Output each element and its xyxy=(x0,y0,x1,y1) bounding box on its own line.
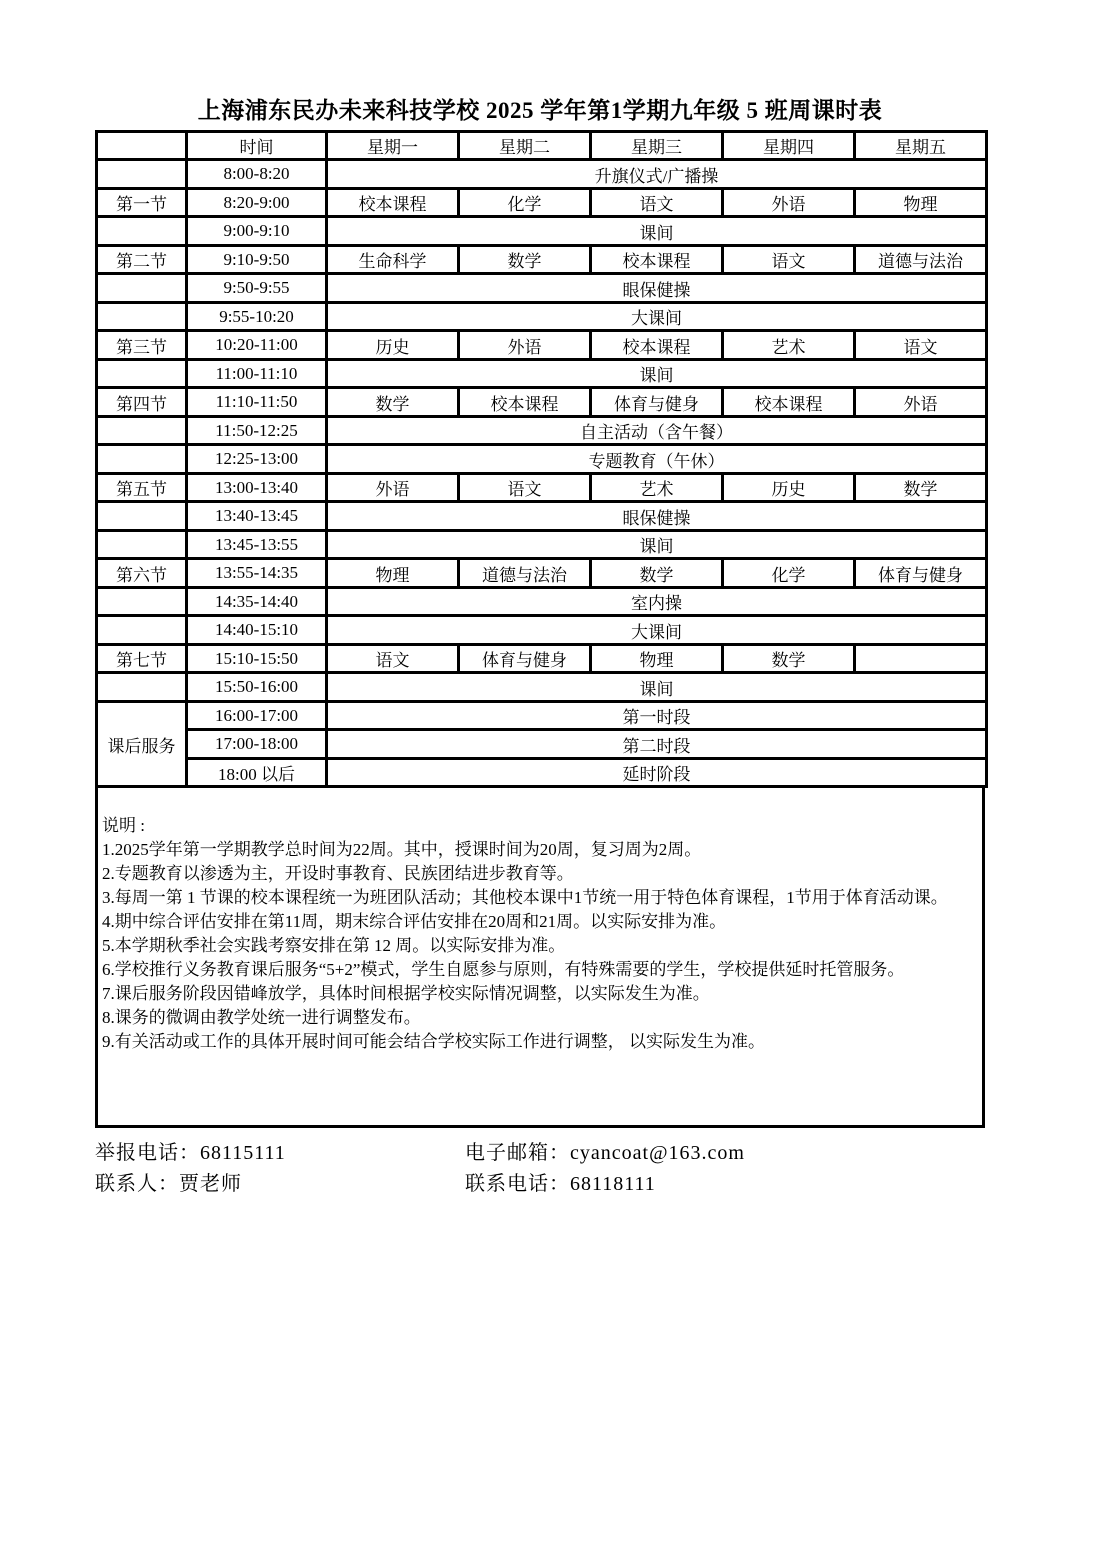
merged-activity-cell: 自主活动（含午餐） xyxy=(327,416,987,445)
subject-cell: 语文 xyxy=(591,188,723,217)
time-cell: 9:55-10:20 xyxy=(187,302,327,331)
note-item: 1.2025学年第一学期教学总时间为22周。其中，授课时间为20周，复习周为2周。 xyxy=(102,840,702,860)
section-label-cell: 第一节 xyxy=(97,188,187,217)
section-label-cell xyxy=(97,416,187,445)
merged-activity-cell: 大课间 xyxy=(327,616,987,645)
time-cell: 17:00-18:00 xyxy=(187,730,327,759)
merged-activity-cell: 课间 xyxy=(327,530,987,559)
page-title: 上海浦东民办未来科技学校 2025 学年第1学期九年级 5 班周课时表 xyxy=(197,98,883,123)
contact-phone: 联系电话：68118111 xyxy=(465,1173,656,1196)
time-cell: 14:40-15:10 xyxy=(187,616,327,645)
timetable-row xyxy=(97,473,987,502)
section-label-cell xyxy=(97,359,187,388)
merged-activity-cell: 课间 xyxy=(327,673,987,702)
subject-cell: 道德与法治 xyxy=(855,245,987,274)
subject-cell: 校本课程 xyxy=(723,388,855,417)
timetable-row xyxy=(97,388,987,417)
time-cell: 13:55-14:35 xyxy=(187,559,327,588)
merged-activity-cell: 第一时段 xyxy=(327,701,987,730)
subject-cell: 数学 xyxy=(855,473,987,502)
subject-cell: 道德与法治 xyxy=(459,559,591,588)
time-column-header: 时间 xyxy=(187,131,327,160)
time-cell: 9:10-9:50 xyxy=(187,245,327,274)
timetable-row xyxy=(97,274,987,303)
timetable-row xyxy=(97,331,987,360)
subject-cell: 数学 xyxy=(723,644,855,673)
timetable-body xyxy=(97,160,987,787)
merged-activity-cell: 室内操 xyxy=(327,587,987,616)
time-cell: 11:00-11:10 xyxy=(187,359,327,388)
subject-cell: 外语 xyxy=(723,188,855,217)
time-cell: 15:50-16:00 xyxy=(187,673,327,702)
subject-cell: 语文 xyxy=(327,644,459,673)
subject-cell: 化学 xyxy=(459,188,591,217)
timetable-row xyxy=(97,587,987,616)
day-column-header: 星期四 xyxy=(723,131,855,160)
subject-cell: 数学 xyxy=(591,559,723,588)
subject-cell: 物理 xyxy=(855,188,987,217)
timetable-row xyxy=(97,416,987,445)
timetable-row xyxy=(97,730,987,759)
subject-cell: 体育与健身 xyxy=(459,644,591,673)
merged-activity-cell: 课间 xyxy=(327,359,987,388)
subject-cell: 语文 xyxy=(855,331,987,360)
contact-person: 联系人：贾老师 xyxy=(95,1173,242,1196)
timetable-row xyxy=(97,758,987,787)
subject-cell: 外语 xyxy=(459,331,591,360)
subject-cell: 化学 xyxy=(723,559,855,588)
timetable-header xyxy=(97,131,987,160)
section-label-cell xyxy=(97,673,187,702)
timetable-row xyxy=(97,530,987,559)
day-column-header: 星期五 xyxy=(855,131,987,160)
timetable-row xyxy=(97,359,987,388)
subject-cell: 体育与健身 xyxy=(855,559,987,588)
timetable-row xyxy=(97,445,987,474)
subject-cell: 物理 xyxy=(327,559,459,588)
time-cell: 9:50-9:55 xyxy=(187,274,327,303)
subject-cell: 语文 xyxy=(723,245,855,274)
note-item: 4.期中综合评估安排在第11周，期末综合评估安排在20周和21周。以实际安排为准。 xyxy=(102,912,727,932)
section-label-cell: 第四节 xyxy=(97,388,187,417)
section-label-cell: 第三节 xyxy=(97,331,187,360)
section-label-cell xyxy=(97,616,187,645)
timetable-row xyxy=(97,160,987,189)
note-item: 2.专题教育以渗透为主，开设时事教育、民族团结进步教育等。 xyxy=(102,864,574,884)
subject-cell: 历史 xyxy=(723,473,855,502)
merged-activity-cell: 眼保健操 xyxy=(327,502,987,531)
time-cell: 10:20-11:00 xyxy=(187,331,327,360)
section-label-cell xyxy=(97,160,187,189)
section-label-cell xyxy=(97,302,187,331)
merged-activity-cell: 大课间 xyxy=(327,302,987,331)
subject-cell: 外语 xyxy=(327,473,459,502)
subject-cell: 校本课程 xyxy=(591,331,723,360)
contact-footer xyxy=(95,1139,985,1199)
notes-heading: 说明 : xyxy=(102,816,145,836)
merged-activity-cell: 课间 xyxy=(327,217,987,246)
merged-activity-cell: 延时阶段 xyxy=(327,758,987,787)
subject-cell: 生命科学 xyxy=(327,245,459,274)
notes-list xyxy=(102,838,966,1054)
note-item: 8.课务的微调由教学处统一进行调整发布。 xyxy=(102,1008,421,1028)
section-label-cell: 第六节 xyxy=(97,559,187,588)
timetable-header-row xyxy=(97,131,987,160)
time-cell: 11:10-11:50 xyxy=(187,388,327,417)
timetable-row xyxy=(97,245,987,274)
timetable-row xyxy=(97,302,987,331)
timetable-row xyxy=(97,616,987,645)
time-cell: 15:10-15:50 xyxy=(187,644,327,673)
timetable-row xyxy=(97,502,987,531)
email-address: 电子邮箱：cyancoat@163.com xyxy=(465,1142,745,1165)
time-cell: 13:40-13:45 xyxy=(187,502,327,531)
subject-cell: 校本课程 xyxy=(327,188,459,217)
timetable-row xyxy=(97,559,987,588)
time-cell: 9:00-9:10 xyxy=(187,217,327,246)
time-cell: 13:45-13:55 xyxy=(187,530,327,559)
note-item: 5.本学期秋季社会实践考察安排在第 12 周。以实际安排为准。 xyxy=(102,936,566,956)
subject-cell: 历史 xyxy=(327,331,459,360)
time-cell: 8:20-9:00 xyxy=(187,188,327,217)
subject-cell: 物理 xyxy=(591,644,723,673)
merged-activity-cell: 第二时段 xyxy=(327,730,987,759)
subject-cell: 数学 xyxy=(459,245,591,274)
day-column-header: 星期三 xyxy=(591,131,723,160)
note-item: 7.课后服务阶段因错峰放学，具体时间根据学校实际情况调整，以实际发生为准。 xyxy=(102,984,710,1004)
time-cell: 13:00-13:40 xyxy=(187,473,327,502)
section-label-cell: 第二节 xyxy=(97,245,187,274)
report-phone: 举报电话：68115111 xyxy=(95,1142,286,1165)
time-cell: 8:00-8:20 xyxy=(187,160,327,189)
merged-activity-cell: 专题教育（午休） xyxy=(327,445,987,474)
time-cell: 11:50-12:25 xyxy=(187,416,327,445)
subject-cell: 外语 xyxy=(855,388,987,417)
notes-box xyxy=(95,788,985,1128)
merged-activity-cell: 眼保健操 xyxy=(327,274,987,303)
time-cell: 16:00-17:00 xyxy=(187,701,327,730)
time-cell: 18:00 以后 xyxy=(187,758,327,787)
subject-cell: 语文 xyxy=(459,473,591,502)
section-label-cell xyxy=(97,502,187,531)
day-column-header: 星期一 xyxy=(327,131,459,160)
weekly-timetable xyxy=(95,130,988,789)
timetable-row xyxy=(97,217,987,246)
subject-cell xyxy=(855,644,987,673)
section-label-cell xyxy=(97,530,187,559)
section-label-cell: 第五节 xyxy=(97,473,187,502)
timetable-row xyxy=(97,701,987,730)
timetable-row xyxy=(97,673,987,702)
note-item: 9.有关活动或工作的具体开展时间可能会结合学校实际工作进行调整， 以实际发生为准。 xyxy=(102,1032,765,1052)
section-label-cell xyxy=(97,274,187,303)
merged-activity-cell: 升旗仪式/广播操 xyxy=(327,160,987,189)
time-cell: 14:35-14:40 xyxy=(187,587,327,616)
time-cell: 12:25-13:00 xyxy=(187,445,327,474)
subject-cell: 校本课程 xyxy=(591,245,723,274)
section-label-cell xyxy=(97,445,187,474)
subject-cell: 数学 xyxy=(327,388,459,417)
section-label-cell xyxy=(97,587,187,616)
timetable-row xyxy=(97,644,987,673)
section-label-cell: 第七节 xyxy=(97,644,187,673)
note-item: 6.学校推行义务教育课后服务“5+2”模式，学生自愿参与原则，有特殊需要的学生，学校提供延时托管服务。 xyxy=(102,960,905,980)
section-label-cell xyxy=(97,217,187,246)
note-item: 3.每周一第 1 节课的校本课程统一为班团队活动；其他校本课中1节统一用于特色体育课程，1节用于体育活动课。 xyxy=(102,888,948,908)
timetable-row xyxy=(97,188,987,217)
subject-cell: 艺术 xyxy=(723,331,855,360)
corner-header-cell xyxy=(97,131,187,160)
day-column-header: 星期二 xyxy=(459,131,591,160)
subject-cell: 艺术 xyxy=(591,473,723,502)
section-label-cell: 课后服务 xyxy=(97,701,187,787)
subject-cell: 校本课程 xyxy=(459,388,591,417)
document-page xyxy=(95,96,985,1199)
subject-cell: 体育与健身 xyxy=(591,388,723,417)
